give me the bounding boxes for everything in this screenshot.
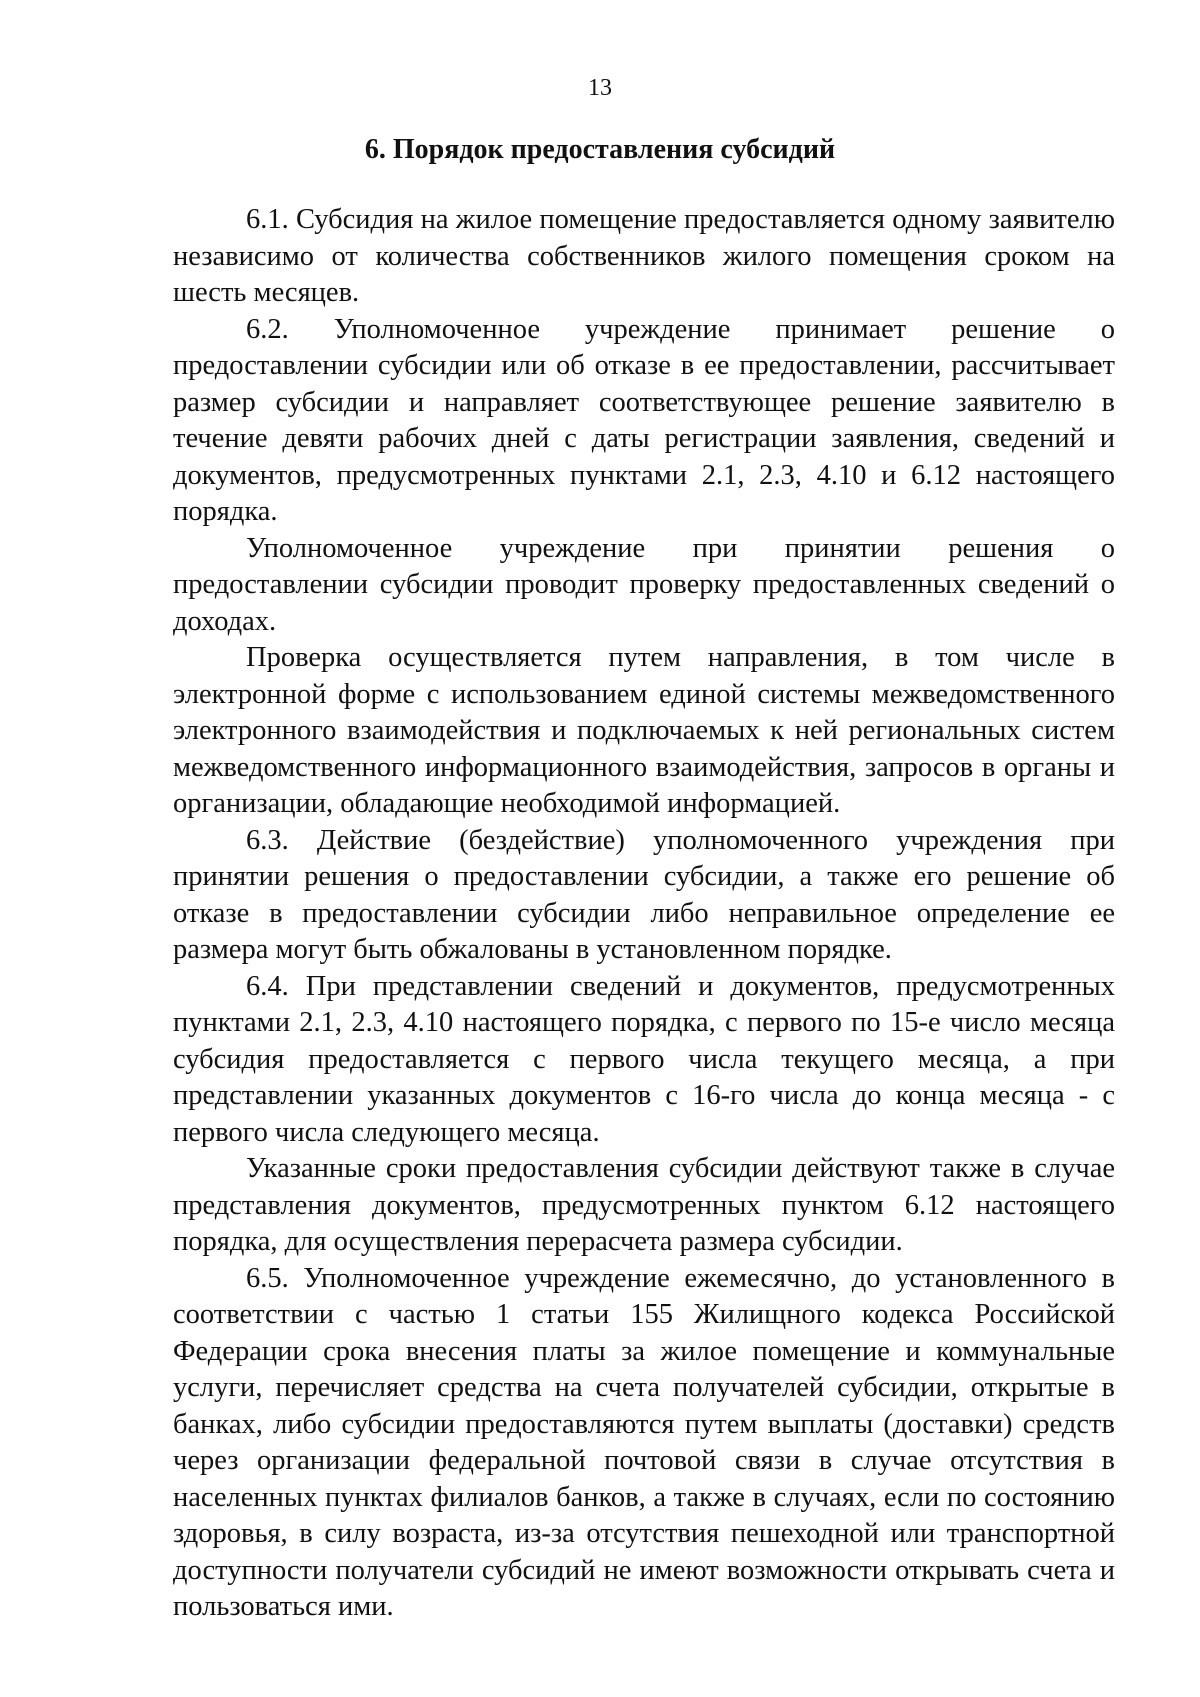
page-number: 13	[588, 75, 612, 101]
paragraph-6-4: 6.4. При представлении сведений и документов, предусмотренных пунктами 2.1, 2.3, 4.10 настоящего порядка, с первого по 15-е число месяца субсидия предоставляется с первого числа текущего месяца, а при представлении указанных документов с 16-го числа до конца месяца - с первого числа следующего месяца.	[173, 970, 1115, 1148]
paragraph-6-2-procedure: Проверка осуществляется путем направления, в том числе в электронной форме с использованием единой системы межведомственного электронного взаимодействия и подключаемых к ней региональных систем межведомственного информационного взаимодействия, запросов в органы и организации, обладающие необходимой информацией.	[173, 642, 1115, 819]
paragraph-6-2: 6.2. Уполномоченное учреждение принимает решение о предоставлении субсидии или об отказе в ее предоставлении, рассчитывает размер субсидии и направляет соответствующее решение заявителю в течение девяти рабочих дней с даты регистрации заявления, сведений и документов, предусмотренных пунктами 2.1, 2.3, 4.10 и 6.12 настоящего порядка.	[173, 313, 1115, 527]
paragraph-6-4-terms: Указанные сроки предоставления субсидии действуют также в случае представления документов, предусмотренных пунктом 6.12 настоящего порядка, для осуществления перерасчета размера субсидии.	[173, 1153, 1115, 1257]
paragraph-6-1: 6.1. Субсидия на жилое помещение предоставляется одному заявителю независимо от количества собственников жилого помещения сроком на шесть месяцев.	[173, 204, 1115, 308]
paragraph-6-5: 6.5. Уполномоченное учреждение ежемесячно, до установленного в соответствии с частью 1 статьи 155 Жилищного кодекса Российской Федерации срока внесения платы за жилое помещение и коммунальные услуги, перечисляет средства на счета получателей субсидии, открытые в банках, либо субсидии предоставляются путем выплаты (доставки) средств через организации федеральной почтовой связи в случае отсутствия в населенных пунктах филиалов банков, а также в случаях, если по состоянию здоровья, в силу возраста, из-за отсутствия пешеходной или транспортной доступности получатели субсидий не имеют возможности открывать счета и пользоваться ими.	[173, 1262, 1115, 1622]
document-body	[173, 202, 1115, 1626]
paragraph-6-2-check: Уполномоченное учреждение при принятии решения о предоставлении субсидии проводит проверку предоставленных сведений о доходах.	[173, 532, 1115, 637]
section-title: 6. Порядок предоставления субсидий	[364, 134, 836, 165]
paragraph-6-3: 6.3. Действие (бездействие) уполномоченного учреждения при принятии решения о предоставлении субсидии, а также его решение об отказе в предоставлении субсидии либо неправильное определение ее размера могут быть обжалованы в установленном порядке.	[173, 824, 1115, 965]
